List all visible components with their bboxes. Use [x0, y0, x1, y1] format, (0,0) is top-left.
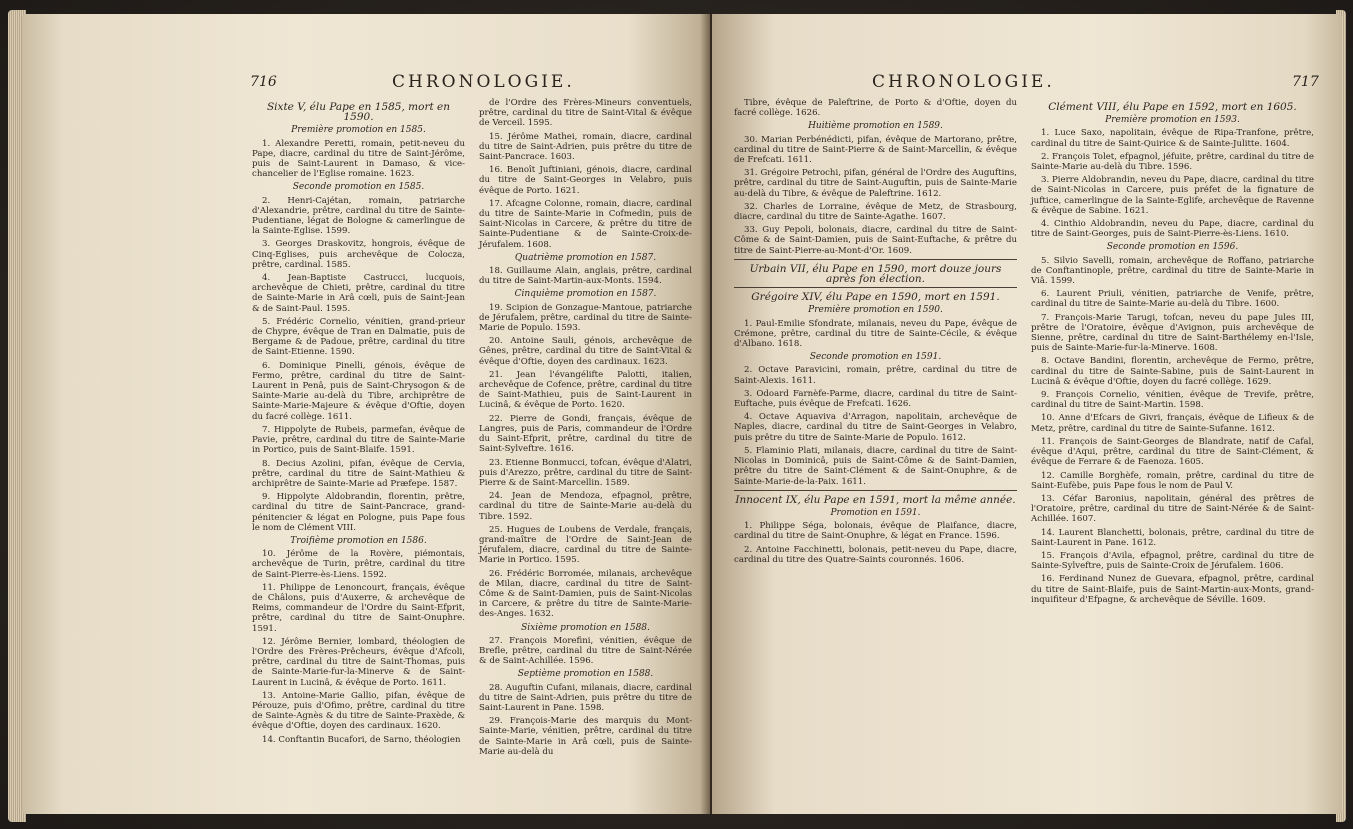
cardinal-entry: 21. Jean l'évangélifte Palotti, italien, archevêque de Cofence, prêtre, cardinal du titre de Saint-Mathieu, puis de Saint-Laurent in Lucinâ, & évêque de Porto. 1620. [479, 369, 692, 411]
cardinal-entry: 4. Octave Aquaviva d'Arragon, napolitain, archevêque de Naples, diacre, cardinal du titre de Saint-Georges in Velabro, puis prêtre du titre de Sainte-Marie de Populo. 1612. [734, 412, 1017, 443]
cardinal-entry: 9. François Cornelio, vénitien, évêque de Trevife, prêtre, cardinal du titre de Saint-Martin. 1598. [1031, 390, 1314, 411]
cardinal-entry: 16. Benoît Juftiniani, génois, diacre, cardinal du titre de Saint-Georges in Velabro, puis évêque de Porto. 1621. [479, 165, 692, 196]
cardinal-entry: 14. Laurent Blanchetti, bolonais, prêtre, cardinal du titre de Saint-Laurent in Pane. 1612. [1031, 527, 1314, 548]
left-column-1 [252, 98, 465, 760]
pope-heading: Grégoire XIV, élu Pape en 1590, mort en 1591. [751, 291, 1000, 304]
left-column-2 [479, 98, 692, 760]
cardinal-entry: 17. Afcagne Colonne, romain, diacre, cardinal du titre de Sainte-Marie in Cofmedin, puis de Saint-Nicolas in Carcere, & prêtre du titre de Sainte-Pudentiane & de Sainte-Croix-de-Jérufalem. 1608. [479, 198, 692, 250]
section-rule [734, 287, 1017, 288]
cardinal-entry: 15. François d'Avila, efpagnol, prêtre, cardinal du titre de Sainte-Sylveftre, puis de Sainte-Croix de Jérufalem. 1606. [1031, 550, 1314, 572]
cardinal-entry: 12. Jérôme Bernier, lombard, théologien de l'Ordre des Frères-Prêcheurs, évêque d'Afcoli, prêtre, cardinal du titre de Saint-Thomas, puis de Sainte-Marie-fur-la-Minerve & de Saint-Laurent in Lucinâ, & évêque de Porto. 1611. [252, 636, 465, 688]
promotion-heading: Sixième promotion en 1588. [521, 622, 650, 633]
cardinal-entry: 24. Jean de Mendoza, efpagnol, prêtre, cardinal du titre de Sainte-Marie au-delà du Tibre. 1592. [479, 491, 692, 522]
promotion-heading: Seconde promotion en 1596. [1106, 242, 1239, 253]
cardinal-entry: 8. Octave Bandini, florentin, archevêque de Fermo, prêtre, cardinal du titre de Sainte-Sabine, puis de Saint-Laurent in Lucinâ & évêque d'Oftie, doyen du facré collège. 1629. [1031, 356, 1314, 387]
cardinal-entry: 2. Octave Paravicini, romain, prêtre, cardinal du titre de Saint-Alexis. 1611. [734, 365, 1017, 386]
cardinal-entry: 27. François Morefini, vénitien, évêque de Brefle, prêtre, cardinal du titre de Saint-Nérée & de Saint-Achillée. 1596. [479, 635, 692, 667]
open-book [8, 10, 1346, 822]
cardinal-entry: 7. François-Marie Tarugi, tofcan, neveu du pape Jules III, prêtre de l'Oratoire, évêque d'Avignon, puis archevêque de Sienne, prêtre, cardinal du titre de Saint-Barthélemy en-l'Isle, puis de Sainte-Marie-fur-la-Minerve. 1608. [1031, 312, 1314, 354]
promotion-heading: Première promotion en 1590. [808, 305, 943, 316]
promotion-heading: Seconde promotion en 1585. [292, 182, 425, 193]
cardinal-entry: 32. Charles de Lorraine, évêque de Metz, de Strasbourg, diacre, cardinal du titre de Sainte-Agathe. 1607. [734, 201, 1017, 223]
cardinal-entry: Tibre, évêque de Paleftrine, de Porto & d'Oftie, doyen du facré collège. 1626. [734, 98, 1017, 119]
cardinal-entry: de l'Ordre des Frères-Mineurs conventuels, prêtre, cardinal du titre de Saint-Vital & évêque de Verceil. 1595. [479, 98, 692, 129]
cardinal-entry: 4. Cinthio Aldobrandin, neveu du Pape, diacre, cardinal du titre de Saint-Georges, puis de Saint-Pierre-ès-Liens. 1610. [1031, 219, 1314, 240]
promotion-heading: Septième promotion en 1588. [517, 669, 654, 680]
cardinal-entry: 5. Flaminio Plati, milanais, diacre, cardinal du titre de Saint-Nicolas in Dominicâ, puis de Saint-Côme & de Saint-Damien, prêtre du titre de Saint-Clément & de Saint-Onuphre, & de Sainte-Marie-de-la-Paix. 1611. [734, 445, 1017, 487]
cardinal-entry: 3. Odoard Farnèfe-Parme, diacre, cardinal du titre de Saint-Euftache, puis évêque de Frefcati. 1626. [734, 388, 1017, 410]
cardinal-entry: 1. Philippe Séga, bolonais, évêque de Plaifance, diacre, cardinal du titre de Saint-Onuphre, & légat en France. 1596. [734, 521, 1017, 542]
cardinal-entry: 6. Laurent Priuli, vénitien, patriarche de Venife, prêtre, cardinal du titre de Sainte-Marie au-delà du Tibre. 1600. [1031, 289, 1314, 310]
cardinal-entry: 1. Luce Saxo, napolitain, évêque de Ripa-Tranfone, prêtre, cardinal du titre de Saint-Quirice & de Sainte-Julitte. 1604. [1031, 128, 1314, 149]
cardinal-entry: 8. Decius Azolini, pifan, évêque de Cervia, prêtre, cardinal du titre de Saint-Mathieu & archiprêtre de Sainte-Marie ad Præfepe. 1587. [252, 458, 465, 489]
cardinal-entry: 13. Céfar Baronius, napolitain, général des prêtres de l'Oratoire, prêtre, cardinal du titre de Saint-Nérée & de Saint-Achillée. 1607. [1031, 493, 1314, 525]
section-rule [734, 490, 1017, 491]
promotion-heading: Huitième promotion en 1589. [808, 121, 943, 132]
cardinal-entry: 7. Hippolyte de Rubeis, parmefan, évêque de Pavie, prêtre, cardinal du titre de Sainte-Marie in Portico, puis de Saint-Blaife. 1591. [252, 424, 465, 456]
cardinal-entry: 6. Dominique Pinelli, génois, évêque de Fermo, prêtre, cardinal du titre de Saint-Laurent in Penâ, puis de Saint-Chrysogon & de Sainte-Marie au-delà du Tibre, archiprêtre de Sainte-Marie-Majeure & évêque d'Oftie, doyen du facré collège. 1611. [252, 360, 465, 422]
promotion-heading: Seconde promotion en 1591. [809, 352, 942, 363]
cardinal-entry: 3. Georges Draskovitz, hongrois, évêque de Cinq-Eglises, puis archevêque de Colocza, prêtre, cardinal. 1585. [252, 239, 465, 270]
cardinal-entry: 12. Camille Borghèfe, romain, prêtre, cardinal du titre de Saint-Eufèbe, puis Pape fous le nom de Paul V. [1031, 470, 1314, 491]
cardinal-entry: 10. Jérôme de la Rovère, piémontais, archevêque de Turin, prêtre, cardinal du titre de Saint-Pierre-ès-Liens. 1592. [252, 549, 465, 580]
cardinal-entry: 16. Ferdinand Nunez de Guevara, efpagnol, prêtre, cardinal du titre de Saint-Blaife, puis de Saint-Martin-aux-Monts, grand-inquifiteur d'Efpagne, & archevêque de Séville. 1609. [1031, 574, 1314, 605]
cardinal-entry: 18. Guillaume Alain, anglais, prêtre, cardinal du titre de Saint-Martin-aux-Monts. 1594. [479, 266, 692, 287]
left-columns [252, 98, 692, 760]
left-running-header: CHRONOLOGIE. [392, 72, 575, 92]
cardinal-entry: 20. Antoine Sauli, génois, archevêque de Gênes, prêtre, cardinal du titre de Saint-Vital & évêque d'Oftie, doyen des cardinaux. 1623. [479, 336, 692, 367]
cardinal-entry: 1. Paul-Emilie Sfondrate, milanais, neveu du Pape, évêque de Crémone, prêtre, cardinal du titre de Sainte-Cécile, & évêque d'Albano. 1618. [734, 318, 1017, 350]
cardinal-entry: 15. Jérôme Mathei, romain, diacre, cardinal du titre de Saint-Adrien, puis prêtre du titre de Saint-Pancrace. 1603. [479, 131, 692, 163]
promotion-heading: Troifième promotion en 1586. [290, 535, 427, 546]
cardinal-entry: 3. Pierre Aldobrandin, neveu du Pape, diacre, cardinal du titre de Saint-Nicolas in Carcere, puis préfet de la fignature de juftice, camerlingue de la Sainte-Eglife, archevêque de Ravenne & évêque de Sabine. 1621. [1031, 175, 1314, 216]
left-page-number: 716 [250, 74, 277, 90]
cardinal-entry: 5. Frédéric Cornelio, vénitien, grand-prieur de Chypre, évêque de Tran en Dalmatie, puis de Bergame & de Padoue, prêtre, cardinal du titre de Saint-Etienne. 1590. [252, 316, 465, 358]
cardinal-entry: 10. Anne d'Efcars de Givri, français, évêque de Lifieux & de Metz, prêtre, cardinal du titre de Sainte-Sufanne. 1612. [1031, 413, 1314, 434]
cardinal-entry: 2. Henri-Cajétan, romain, patriarche d'Alexandrie, prêtre, cardinal du titre de Sainte-Pudentiane, légat de Bologne & camerlingue de la Sainte-Eglise. 1599. [252, 195, 465, 237]
cardinal-entry: 2. Antoine Facchinetti, bolonais, petit-neveu du Pape, diacre, cardinal du titre des Quatre-Saints couronnés. 1606. [734, 544, 1017, 565]
promotion-heading: Première promotion en 1585. [291, 125, 426, 136]
right-columns [734, 98, 1324, 608]
promotion-heading: Première promotion en 1593. [1105, 115, 1240, 126]
left-page [22, 14, 710, 814]
right-column-1 [734, 98, 1017, 608]
cardinal-entry: 11. François de Saint-Georges de Blandrate, natif de Cafal, évêque d'Aqui, prêtre, cardinal du titre de Saint-Clément, & évêque de Ferrare & de Faenoza. 1605. [1031, 436, 1314, 468]
cardinal-entry: 31. Grégoire Petrochi, pifan, général de l'Ordre des Auguftins, prêtre, cardinal du titre de Saint-Auguftin, puis de Sainte-Marie au-delà du Tibre, & évêque de Paleftrine. 1612. [734, 168, 1017, 199]
right-column-2 [1031, 98, 1314, 608]
cardinal-entry: 26. Frédéric Borromée, milanais, archevêque de Milan, diacre, cardinal du titre de Saint-Côme & de Saint-Damien, puis de Saint-Nicolas in Carcere, & prêtre du titre de Sainte-Marie-des-Anges. 1632. [479, 568, 692, 620]
right-running-header: CHRONOLOGIE. [872, 72, 1055, 92]
right-page [712, 14, 1342, 814]
cardinal-entry: 19. Scipion de Gonzague-Mantoue, patriarche de Jérufalem, prêtre, cardinal du titre de Sainte-Marie de Populo. 1593. [479, 302, 692, 334]
promotion-heading: Cinquième promotion en 1587. [514, 289, 657, 300]
promotion-heading: Quatrième promotion en 1587. [514, 252, 657, 263]
cardinal-entry: 25. Hugues de Loubens de Verdale, français, grand-maître de l'Ordre de Saint-Jean de Jérufalem, diacre, cardinal du titre de Sainte-Marie in Portico. 1595. [479, 524, 692, 566]
cardinal-entry: 28. Auguftin Cufani, milanais, diacre, cardinal du titre de Saint-Adrien, puis prêtre du titre de Saint-Laurent in Pane. 1598. [479, 682, 692, 713]
cardinal-entry: 14. Conftantin Bucafori, de Sarno, théologien [262, 734, 461, 745]
cardinal-entry: 22. Pierre de Gondi, français, évêque de Langres, puis de Paris, commandeur de l'Ordre du Saint-Efprit, prêtre, cardinal du titre de Saint-Sylveftre. 1616. [479, 413, 692, 455]
cardinal-entry: 2. François Tolet, efpagnol, jéfuite, prêtre, cardinal du titre de Sainte-Marie au-delà du Tibre. 1596. [1031, 151, 1314, 173]
cardinal-entry: 29. François-Marie des marquis du Mont-Sainte-Marie, vénitien, prêtre, cardinal du titre de Sainte-Marie in Arâ cœli, puis de Sainte-Marie au-delà du [479, 716, 692, 757]
cardinal-entry: 30. Marian Perbénédicti, pifan, évêque de Martorano, prêtre, cardinal du titre de Saint-Pierre & de Saint-Marcellin, & évêque de Frefcati. 1611. [734, 134, 1017, 166]
cardinal-entry: 9. Hippolyte Aldobrandin, florentin, prêtre, cardinal du titre de Saint-Pancrace, grand-pénitencier & légat en Pologne, puis Pape fous le nom de Clément VIII. [252, 492, 465, 533]
pope-heading: Innocent IX, élu Pape en 1591, mort la même année. [735, 493, 1016, 506]
cardinal-entry: 1. Alexandre Peretti, romain, petit-neveu du Pape, diacre, cardinal du titre de Saint-Jérôme, puis de Saint-Laurent in Damaso, & vice-chancelier de l'Eglise romaine. 1623. [252, 138, 465, 180]
pope-heading: Clément VIII, élu Pape en 1592, mort en 1605. [1048, 101, 1297, 113]
cardinal-entry: 11. Philippe de Lenoncourt, français, évêque de Châlons, puis d'Auxerre, & archevêque de Reims, commandeur de l'Ordre du Saint-Efprit, prêtre, cardinal du titre de Saint-Onuphre. 1591. [252, 582, 465, 634]
promotion-heading: Promotion en 1591. [830, 507, 921, 518]
cardinal-entry: 33. Guy Pepoli, bolonais, diacre, cardinal du titre de Saint-Côme & de Saint-Damien, puis de Saint-Euftache, & prêtre du titre de Saint-Pierre-au-Mont-d'Or. 1609. [734, 225, 1017, 256]
section-rule [734, 259, 1017, 260]
cardinal-entry: 4. Jean-Baptiste Castrucci, lucquois, archevêque de Chieti, prêtre, cardinal du titre de Sainte-Marie in Arâ cœli, puis de Saint-Jean & de Saint-Paul. 1595. [252, 273, 465, 314]
pope-heading: Sixte V, élu Pape en 1585, mort en 1590. [266, 101, 450, 124]
cardinal-entry: 13. Antoine-Marie Gallio, pifan, évêque de Pérouze, puis d'Ofimo, prêtre, cardinal du titre de Sainte-Agnès & du titre de Sainte-Praxède, & évêque d'Oftie, doyen des cardinaux. 1620. [252, 690, 465, 732]
cardinal-entry: 23. Etienne Bonmucci, tofcan, évêque d'Alatri, puis d'Arezzo, prêtre, cardinal du titre de Saint-Pierre & de Saint-Marcellin. 1589. [479, 457, 692, 488]
right-page-number: 717 [1292, 74, 1319, 90]
cardinal-entry: 5. Silvio Savelli, romain, archevêque de Roffano, patriarche de Conftantinople, prêtre, cardinal du titre de Sainte-Marie in Viâ. 1599. [1031, 255, 1314, 287]
pope-heading: Urbain VII, élu Pape en 1590, mort douze jours après fon élection. [749, 262, 1002, 286]
